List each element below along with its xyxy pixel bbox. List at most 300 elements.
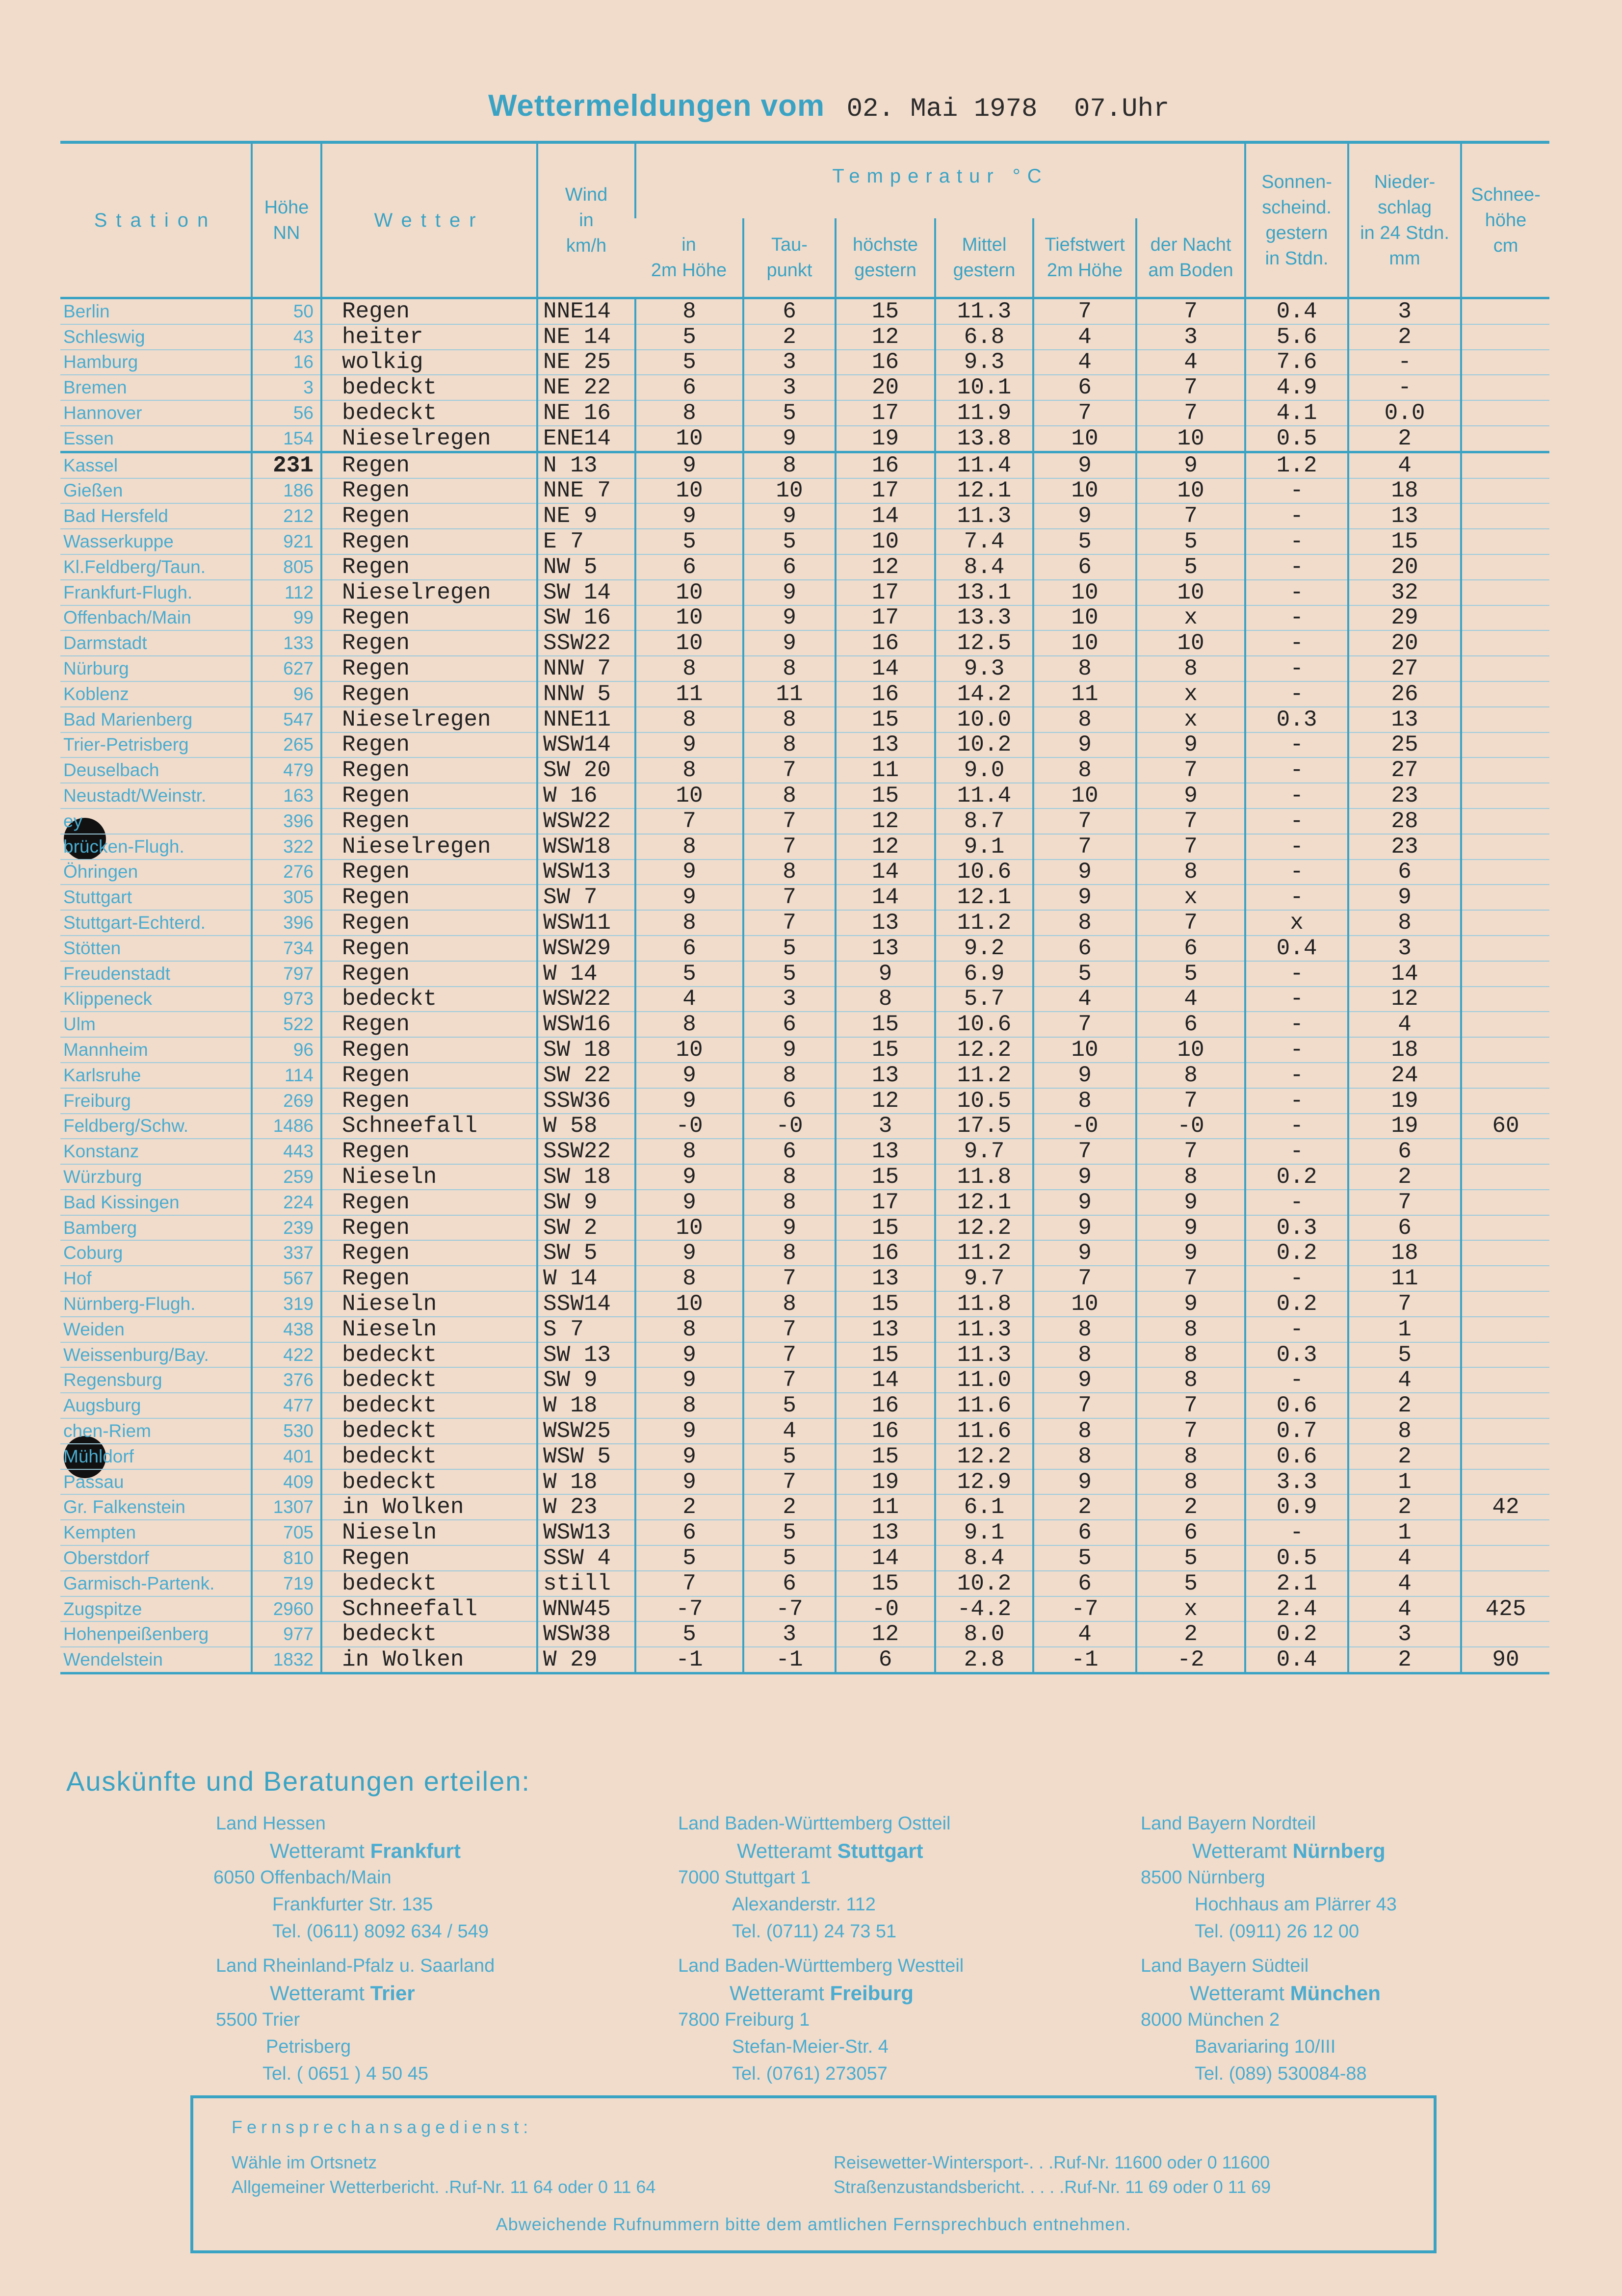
cell-schneehoehe bbox=[1461, 1240, 1549, 1266]
cell-taupunkt: 6 bbox=[743, 1088, 836, 1114]
cell-hoehe: 239 bbox=[252, 1215, 321, 1241]
cell-hoehe: 1832 bbox=[252, 1647, 321, 1673]
cell-nacht-boden: 7 bbox=[1136, 809, 1245, 834]
cell-tiefstwert: 10 bbox=[1033, 630, 1136, 656]
cell-niederschlag: 24 bbox=[1348, 1063, 1461, 1088]
table-row bbox=[60, 961, 1549, 987]
cell-schneehoehe bbox=[1461, 529, 1549, 554]
cell-wetter: Regen bbox=[321, 961, 537, 987]
header-tiefstwert: Tiefstwert 2m Höhe bbox=[1033, 218, 1136, 298]
table-row bbox=[60, 1596, 1549, 1622]
cell-temp-2m: 9 bbox=[635, 1367, 743, 1393]
cell-mittel: 9.0 bbox=[935, 757, 1033, 783]
cell-taupunkt: 5 bbox=[743, 936, 836, 961]
cell-nacht-boden: 10 bbox=[1136, 580, 1245, 605]
cell-taupunkt: 6 bbox=[743, 1571, 836, 1596]
cell-tiefstwert: -7 bbox=[1033, 1596, 1136, 1622]
cell-wetter: Regen bbox=[321, 885, 537, 910]
table-row bbox=[60, 1139, 1549, 1164]
cell-station: Darmstadt bbox=[60, 630, 252, 656]
office-street: Bavariaring 10/III bbox=[1195, 2036, 1336, 2057]
cell-wetter: bedeckt bbox=[321, 1342, 537, 1368]
cell-hoechste: 16 bbox=[836, 350, 935, 375]
cell-station: Weissenburg/Bay. bbox=[60, 1342, 252, 1368]
cell-nacht-boden: 7 bbox=[1136, 757, 1245, 783]
cell-temp-2m: 10 bbox=[635, 478, 743, 504]
table-row bbox=[60, 707, 1549, 732]
cell-wetter: Nieselregen bbox=[321, 580, 537, 605]
cell-niederschlag: 27 bbox=[1348, 656, 1461, 681]
cell-station: Stötten bbox=[60, 936, 252, 961]
cell-mittel: 11.2 bbox=[935, 910, 1033, 936]
cell-mittel: 9.3 bbox=[935, 656, 1033, 681]
header-mittel: Mittel gestern bbox=[935, 218, 1033, 298]
table-row bbox=[60, 298, 1549, 324]
cell-wind: W 18 bbox=[537, 1469, 635, 1495]
cell-hoehe: 50 bbox=[252, 298, 321, 324]
cell-wind: WSW16 bbox=[537, 1012, 635, 1037]
cell-temp-2m: 6 bbox=[635, 554, 743, 580]
cell-nacht-boden: 7 bbox=[1136, 400, 1245, 426]
table-row bbox=[60, 1012, 1549, 1037]
cell-nacht-boden: 7 bbox=[1136, 910, 1245, 936]
cell-hoehe: 56 bbox=[252, 400, 321, 426]
office-city: 6050 Offenbach/Main bbox=[213, 1867, 392, 1888]
cell-mittel: 14.2 bbox=[935, 681, 1033, 707]
cell-station: Ulm bbox=[60, 1012, 252, 1037]
cell-wind: W 23 bbox=[537, 1494, 635, 1520]
cell-taupunkt: 5 bbox=[743, 1444, 836, 1469]
cell-station: Stuttgart-Echterd. bbox=[60, 910, 252, 936]
cell-schneehoehe: 90 bbox=[1461, 1647, 1549, 1673]
cell-station: Nürburg bbox=[60, 656, 252, 681]
cell-station: Klippeneck bbox=[60, 987, 252, 1012]
cell-taupunkt: 8 bbox=[743, 1291, 836, 1317]
cell-wetter: Schneefall bbox=[321, 1596, 537, 1622]
office-city: 5500 Trier bbox=[216, 2009, 300, 2030]
cell-station: Neustadt/Weinstr. bbox=[60, 783, 252, 809]
cell-temp-2m: 8 bbox=[635, 910, 743, 936]
cell-taupunkt: 7 bbox=[743, 1367, 836, 1393]
cell-hoehe: 477 bbox=[252, 1393, 321, 1418]
cell-mittel: 13.8 bbox=[935, 426, 1033, 452]
cell-taupunkt: 8 bbox=[743, 452, 836, 478]
cell-tiefstwert: 7 bbox=[1033, 400, 1136, 426]
cell-nacht-boden: x bbox=[1136, 1596, 1245, 1622]
cell-wind: SW 2 bbox=[537, 1215, 635, 1241]
cell-hoechste: 6 bbox=[836, 1647, 935, 1673]
cell-hoechste: 15 bbox=[836, 1215, 935, 1241]
cell-wetter: Regen bbox=[321, 1088, 537, 1114]
cell-mittel: 11.2 bbox=[935, 1063, 1033, 1088]
cell-hoehe: 43 bbox=[252, 324, 321, 350]
cell-wind: SW 14 bbox=[537, 580, 635, 605]
cell-wetter: Nieseln bbox=[321, 1164, 537, 1190]
cell-nacht-boden: 7 bbox=[1136, 1088, 1245, 1114]
cell-nacht-boden: 7 bbox=[1136, 1266, 1245, 1291]
cell-taupunkt: 5 bbox=[743, 529, 836, 554]
cell-hoechste: 14 bbox=[836, 860, 935, 885]
cell-temp-2m: 8 bbox=[635, 707, 743, 732]
cell-tiefstwert: 10 bbox=[1033, 783, 1136, 809]
cell-wetter: Regen bbox=[321, 630, 537, 656]
cell-sonnenschein: 0.2 bbox=[1245, 1621, 1348, 1647]
cell-tiefstwert: 8 bbox=[1033, 910, 1136, 936]
cell-hoehe: 797 bbox=[252, 961, 321, 987]
cell-wind: NNE14 bbox=[537, 298, 635, 324]
cell-wetter: Nieselregen bbox=[321, 707, 537, 732]
cell-wind: W 14 bbox=[537, 1266, 635, 1291]
cell-hoechste: 16 bbox=[836, 630, 935, 656]
cell-hoehe: 530 bbox=[252, 1418, 321, 1444]
cell-schneehoehe bbox=[1461, 1367, 1549, 1393]
cell-temp-2m: 8 bbox=[635, 834, 743, 860]
cell-hoechste: 12 bbox=[836, 834, 935, 860]
cell-mittel: 11.6 bbox=[935, 1418, 1033, 1444]
cell-mittel: 10.1 bbox=[935, 375, 1033, 400]
cell-hoehe: 479 bbox=[252, 757, 321, 783]
cell-temp-2m: 5 bbox=[635, 350, 743, 375]
cell-hoechste: 12 bbox=[836, 554, 935, 580]
cell-sonnenschein: 0.3 bbox=[1245, 1215, 1348, 1241]
cell-hoehe: 154 bbox=[252, 426, 321, 452]
cell-hoechste: 16 bbox=[836, 1393, 935, 1418]
table-row bbox=[60, 1215, 1549, 1241]
cell-schneehoehe bbox=[1461, 1063, 1549, 1088]
cell-tiefstwert: 5 bbox=[1033, 961, 1136, 987]
table-row bbox=[60, 452, 1549, 478]
cell-wind: W 18 bbox=[537, 1393, 635, 1418]
cell-hoehe: 977 bbox=[252, 1621, 321, 1647]
cell-mittel: 9.7 bbox=[935, 1266, 1033, 1291]
cell-hoehe: 337 bbox=[252, 1240, 321, 1266]
cell-tiefstwert: 7 bbox=[1033, 834, 1136, 860]
cell-station: Freiburg bbox=[60, 1088, 252, 1114]
cell-nacht-boden: 7 bbox=[1136, 834, 1245, 860]
cell-station: Berlin bbox=[60, 298, 252, 324]
cell-wind: WSW25 bbox=[537, 1418, 635, 1444]
cell-taupunkt: 7 bbox=[743, 1342, 836, 1368]
cell-niederschlag: 4 bbox=[1348, 1367, 1461, 1393]
cell-nacht-boden: 8 bbox=[1136, 1164, 1245, 1190]
cell-nacht-boden: 9 bbox=[1136, 732, 1245, 758]
cell-schneehoehe bbox=[1461, 860, 1549, 885]
cell-taupunkt: 7 bbox=[743, 885, 836, 910]
cell-wetter: Regen bbox=[321, 681, 537, 707]
cell-taupunkt: 10 bbox=[743, 478, 836, 504]
cell-wind: SW 22 bbox=[537, 1063, 635, 1088]
table-row bbox=[60, 324, 1549, 350]
cell-hoehe: 231 bbox=[252, 452, 321, 478]
office-phone: Tel. ( 0651 ) 4 50 45 bbox=[262, 2063, 428, 2084]
cell-taupunkt: 9 bbox=[743, 605, 836, 631]
cell-tiefstwert: 10 bbox=[1033, 478, 1136, 504]
cell-hoehe: 443 bbox=[252, 1139, 321, 1164]
cell-taupunkt: 3 bbox=[743, 375, 836, 400]
cell-schneehoehe bbox=[1461, 1393, 1549, 1418]
cell-temp-2m: -1 bbox=[635, 1647, 743, 1673]
cell-tiefstwert: 9 bbox=[1033, 1240, 1136, 1266]
cell-tiefstwert: 10 bbox=[1033, 426, 1136, 452]
cell-sonnenschein: - bbox=[1245, 605, 1348, 631]
cell-mittel: 11.4 bbox=[935, 783, 1033, 809]
cell-temp-2m: 2 bbox=[635, 1494, 743, 1520]
table-row bbox=[60, 529, 1549, 554]
cell-wetter: Regen bbox=[321, 1545, 537, 1571]
table-row bbox=[60, 630, 1549, 656]
cell-taupunkt: 6 bbox=[743, 298, 836, 324]
cell-nacht-boden: -0 bbox=[1136, 1114, 1245, 1139]
title-text: Wettermeldungen vom bbox=[488, 89, 825, 123]
phone-service-title: Fernsprechansagedienst: bbox=[232, 2117, 533, 2137]
cell-hoehe: 376 bbox=[252, 1367, 321, 1393]
cell-schneehoehe bbox=[1461, 783, 1549, 809]
cell-taupunkt: 2 bbox=[743, 1494, 836, 1520]
table-row bbox=[60, 1240, 1549, 1266]
cell-nacht-boden: 8 bbox=[1136, 1367, 1245, 1393]
cell-niederschlag: 19 bbox=[1348, 1088, 1461, 1114]
cell-wind: W 16 bbox=[537, 783, 635, 809]
cell-temp-2m: 9 bbox=[635, 1444, 743, 1469]
cell-taupunkt: 3 bbox=[743, 987, 836, 1012]
office-land: Land Bayern Nordteil bbox=[1141, 1813, 1316, 1834]
cell-temp-2m: -7 bbox=[635, 1596, 743, 1622]
cell-taupunkt: 9 bbox=[743, 426, 836, 452]
weather-table bbox=[60, 141, 1549, 1674]
office-city: 8000 München 2 bbox=[1141, 2009, 1280, 2030]
cell-nacht-boden: 5 bbox=[1136, 554, 1245, 580]
cell-hoehe: 422 bbox=[252, 1342, 321, 1368]
cell-sonnenschein: 7.6 bbox=[1245, 350, 1348, 375]
cell-tiefstwert: 7 bbox=[1033, 298, 1136, 324]
cell-wetter: Regen bbox=[321, 503, 537, 529]
cell-hoechste: 3 bbox=[836, 1114, 935, 1139]
cell-hoehe: 396 bbox=[252, 809, 321, 834]
cell-nacht-boden: 3 bbox=[1136, 324, 1245, 350]
cell-sonnenschein: - bbox=[1245, 1012, 1348, 1037]
cell-hoechste: 14 bbox=[836, 1545, 935, 1571]
header-hoechste: höchste gestern bbox=[836, 218, 935, 298]
cell-wind: NE 14 bbox=[537, 324, 635, 350]
cell-hoechste: -0 bbox=[836, 1596, 935, 1622]
cell-wetter: heiter bbox=[321, 324, 537, 350]
cell-mittel: 9.2 bbox=[935, 936, 1033, 961]
cell-sonnenschein: - bbox=[1245, 478, 1348, 504]
cell-wetter: Regen bbox=[321, 910, 537, 936]
cell-tiefstwert: 7 bbox=[1033, 1266, 1136, 1291]
phone-service-box bbox=[190, 2095, 1437, 2253]
cell-sonnenschein: 0.6 bbox=[1245, 1393, 1348, 1418]
office-land: Land Baden-Württemberg Ostteil bbox=[678, 1813, 951, 1834]
cell-station: ey bbox=[60, 809, 252, 834]
cell-schneehoehe bbox=[1461, 554, 1549, 580]
header-hoehe: Höhe NN bbox=[252, 142, 321, 298]
office-land: Land Hessen bbox=[216, 1813, 326, 1834]
cell-hoehe: 438 bbox=[252, 1317, 321, 1342]
table-row bbox=[60, 834, 1549, 860]
cell-wetter: Regen bbox=[321, 860, 537, 885]
cell-sonnenschein: - bbox=[1245, 757, 1348, 783]
cell-sonnenschein: - bbox=[1245, 1190, 1348, 1215]
cell-schneehoehe bbox=[1461, 1037, 1549, 1063]
cell-sonnenschein: - bbox=[1245, 1520, 1348, 1545]
cell-niederschlag: 8 bbox=[1348, 910, 1461, 936]
cell-wind: still bbox=[537, 1571, 635, 1596]
cell-station: Passau bbox=[60, 1469, 252, 1495]
cell-tiefstwert: 8 bbox=[1033, 707, 1136, 732]
cell-mittel: 11.8 bbox=[935, 1291, 1033, 1317]
office-city: 8500 Nürnberg bbox=[1141, 1867, 1265, 1888]
table-row bbox=[60, 1621, 1549, 1647]
cell-sonnenschein: 0.5 bbox=[1245, 426, 1348, 452]
cell-hoechste: 15 bbox=[836, 1342, 935, 1368]
table-row bbox=[60, 1545, 1549, 1571]
cell-wind: WSW14 bbox=[537, 732, 635, 758]
cell-tiefstwert: 7 bbox=[1033, 1012, 1136, 1037]
cell-schneehoehe bbox=[1461, 503, 1549, 529]
cell-hoehe: 96 bbox=[252, 1037, 321, 1063]
cell-wind: NNE11 bbox=[537, 707, 635, 732]
cell-niederschlag: 18 bbox=[1348, 1240, 1461, 1266]
cell-mittel: 9.1 bbox=[935, 834, 1033, 860]
cell-niederschlag: 4 bbox=[1348, 1596, 1461, 1622]
table-row bbox=[60, 426, 1549, 452]
table-row bbox=[60, 478, 1549, 504]
title-time: 07.Uhr bbox=[1073, 94, 1170, 124]
cell-hoechste: 8 bbox=[836, 987, 935, 1012]
cell-wind: NE 9 bbox=[537, 503, 635, 529]
cell-temp-2m: 9 bbox=[635, 1063, 743, 1088]
cell-hoechste: 13 bbox=[836, 732, 935, 758]
cell-tiefstwert: 9 bbox=[1033, 452, 1136, 478]
cell-taupunkt: 8 bbox=[743, 860, 836, 885]
cell-mittel: 6.1 bbox=[935, 1494, 1033, 1520]
table-row bbox=[60, 1190, 1549, 1215]
cell-niederschlag: 26 bbox=[1348, 681, 1461, 707]
office-wetteramt: Wetteramt Nürnberg bbox=[1192, 1839, 1386, 1862]
cell-wetter: Regen bbox=[321, 478, 537, 504]
cell-hoechste: 13 bbox=[836, 910, 935, 936]
cell-tiefstwert: 8 bbox=[1033, 1317, 1136, 1342]
cell-wind: SW 18 bbox=[537, 1164, 635, 1190]
cell-schneehoehe bbox=[1461, 910, 1549, 936]
table-row bbox=[60, 1317, 1549, 1342]
cell-taupunkt: 7 bbox=[743, 809, 836, 834]
cell-nacht-boden: 10 bbox=[1136, 1037, 1245, 1063]
cell-sonnenschein: 0.5 bbox=[1245, 1545, 1348, 1571]
cell-hoechste: 9 bbox=[836, 961, 935, 987]
cell-schneehoehe bbox=[1461, 707, 1549, 732]
cell-mittel: 12.5 bbox=[935, 630, 1033, 656]
cell-temp-2m: 8 bbox=[635, 400, 743, 426]
cell-schneehoehe bbox=[1461, 987, 1549, 1012]
cell-taupunkt: 11 bbox=[743, 681, 836, 707]
table-row bbox=[60, 885, 1549, 910]
cell-hoechste: 13 bbox=[836, 1317, 935, 1342]
cell-sonnenschein: 0.4 bbox=[1245, 1647, 1348, 1673]
cell-taupunkt: 7 bbox=[743, 1469, 836, 1495]
cell-nacht-boden: 5 bbox=[1136, 1545, 1245, 1571]
cell-schneehoehe bbox=[1461, 681, 1549, 707]
cell-mittel: 12.1 bbox=[935, 1190, 1033, 1215]
cell-hoechste: 17 bbox=[836, 1190, 935, 1215]
cell-hoehe: 305 bbox=[252, 885, 321, 910]
office-phone: Tel. (0711) 24 73 51 bbox=[732, 1921, 897, 1942]
cell-temp-2m: 6 bbox=[635, 375, 743, 400]
table-row bbox=[60, 375, 1549, 400]
cell-schneehoehe bbox=[1461, 1088, 1549, 1114]
cell-niederschlag: 0.0 bbox=[1348, 400, 1461, 426]
cell-temp-2m: 8 bbox=[635, 1012, 743, 1037]
cell-wetter: Nieseln bbox=[321, 1520, 537, 1545]
cell-schneehoehe bbox=[1461, 1418, 1549, 1444]
cell-schneehoehe bbox=[1461, 936, 1549, 961]
cell-hoehe: 99 bbox=[252, 605, 321, 631]
cell-tiefstwert: 6 bbox=[1033, 375, 1136, 400]
cell-nacht-boden: 8 bbox=[1136, 860, 1245, 885]
cell-sonnenschein: 4.9 bbox=[1245, 375, 1348, 400]
cell-wetter: Regen bbox=[321, 1215, 537, 1241]
cell-hoechste: 11 bbox=[836, 1494, 935, 1520]
cell-nacht-boden: 9 bbox=[1136, 1215, 1245, 1241]
cell-tiefstwert: 10 bbox=[1033, 580, 1136, 605]
cell-niederschlag: 4 bbox=[1348, 452, 1461, 478]
header-sonne: Sonnen- scheind. gestern in Stdn. bbox=[1245, 142, 1348, 298]
cell-temp-2m: 4 bbox=[635, 987, 743, 1012]
cell-wetter: Regen bbox=[321, 298, 537, 324]
cell-nacht-boden: 7 bbox=[1136, 1139, 1245, 1164]
cell-station: Gießen bbox=[60, 478, 252, 504]
cell-tiefstwert: 4 bbox=[1033, 350, 1136, 375]
header-niederschlag: Nieder- schlag in 24 Stdn. mm bbox=[1348, 142, 1461, 298]
cell-hoechste: 17 bbox=[836, 605, 935, 631]
cell-nacht-boden: 9 bbox=[1136, 452, 1245, 478]
cell-taupunkt: 7 bbox=[743, 834, 836, 860]
cell-taupunkt: 9 bbox=[743, 630, 836, 656]
cell-taupunkt: 3 bbox=[743, 1621, 836, 1647]
cell-wetter: Nieseln bbox=[321, 1317, 537, 1342]
cell-sonnenschein: - bbox=[1245, 1114, 1348, 1139]
cell-hoechste: 11 bbox=[836, 757, 935, 783]
cell-tiefstwert: 9 bbox=[1033, 732, 1136, 758]
cell-hoechste: 19 bbox=[836, 426, 935, 452]
cell-hoechste: 13 bbox=[836, 936, 935, 961]
cell-hoechste: 16 bbox=[836, 452, 935, 478]
cell-taupunkt: 6 bbox=[743, 554, 836, 580]
cell-tiefstwert: 10 bbox=[1033, 1037, 1136, 1063]
cell-wind: WSW11 bbox=[537, 910, 635, 936]
office-street: Alexanderstr. 112 bbox=[732, 1894, 876, 1915]
cell-niederschlag: 25 bbox=[1348, 732, 1461, 758]
cell-tiefstwert: 9 bbox=[1033, 860, 1136, 885]
cell-niederschlag: 4 bbox=[1348, 1571, 1461, 1596]
cell-station: Kl.Feldberg/Taun. bbox=[60, 554, 252, 580]
cell-nacht-boden: 5 bbox=[1136, 961, 1245, 987]
cell-taupunkt: 8 bbox=[743, 783, 836, 809]
header-temp-2m: in 2m Höhe bbox=[651, 235, 727, 281]
office-land: Land Bayern Südteil bbox=[1141, 1956, 1309, 1976]
cell-station: Würzburg bbox=[60, 1164, 252, 1190]
cell-station: Oberstdorf bbox=[60, 1545, 252, 1571]
cell-niederschlag: 6 bbox=[1348, 1215, 1461, 1241]
cell-hoehe: 269 bbox=[252, 1088, 321, 1114]
cell-sonnenschein: - bbox=[1245, 885, 1348, 910]
cell-hoehe: 319 bbox=[252, 1291, 321, 1317]
cell-temp-2m: 10 bbox=[635, 783, 743, 809]
cell-tiefstwert: 9 bbox=[1033, 1469, 1136, 1495]
cell-tiefstwert: 8 bbox=[1033, 1444, 1136, 1469]
cell-sonnenschein: - bbox=[1245, 860, 1348, 885]
